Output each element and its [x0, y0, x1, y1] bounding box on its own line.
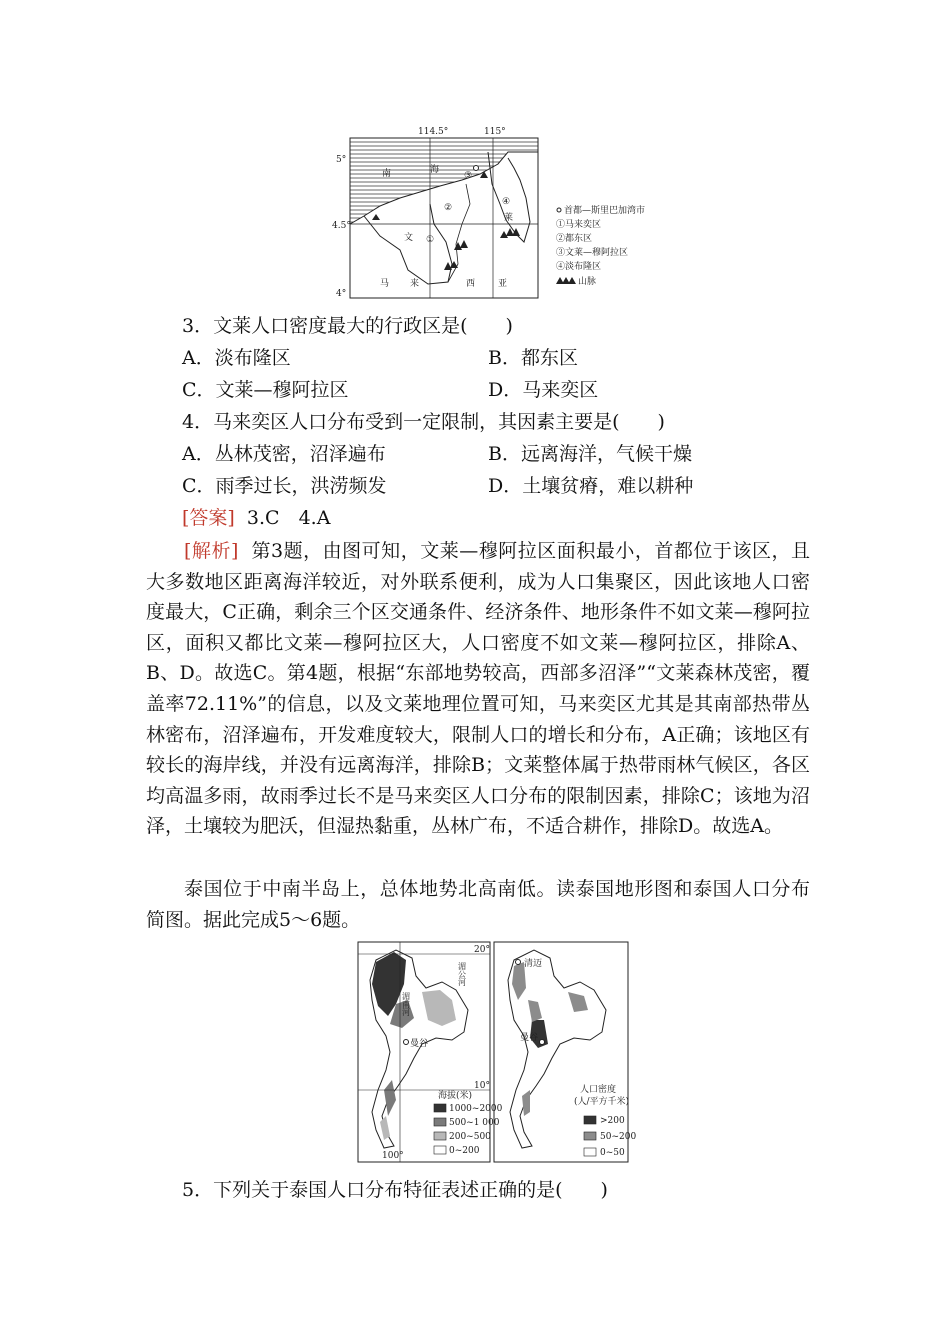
left-river-mekong: 湄公河 — [457, 962, 467, 986]
right-legend-swatch-2 — [584, 1132, 596, 1140]
analysis-paragraph — [146, 536, 810, 842]
left-legend-item-3: 200~500 — [449, 1132, 491, 1142]
intro-text: 泰国位于中南半岛上，总体地势北高南低。读泰国地形图和泰国人口分布简图。据此完成5～6题。 — [146, 878, 810, 931]
brunei-map — [330, 124, 670, 304]
bangkok-icon-left — [404, 1040, 409, 1045]
region-mark-3: ③ — [464, 171, 473, 181]
land-label-wen: 文 — [404, 233, 414, 243]
analysis-tag: [解析] — [184, 540, 239, 562]
legend-capital: 首都—斯里巴加湾市 — [564, 206, 646, 216]
left-lat-10: 10° — [474, 1081, 490, 1091]
q3-stem: 3．文莱人口密度最大的行政区是( ) — [182, 315, 513, 337]
answer-text: 3.C 4.A — [246, 507, 331, 529]
sea-label-sea: 海 — [430, 165, 440, 175]
analysis-text: 第3题，由图可知，文莱—穆阿拉区面积最小，首都位于该区，且大多数地区距离海洋较近，对外联系便利，成为人口集聚区，因此该地人口密度最大，C正确，剩余三个区交通条件、经济条件、地形条件不如文莱—穆阿拉区，面积又都比文莱—穆阿拉区大，人口密度不如文莱—穆阿拉区，排除A、B、D。故选C。第4题，根据“东部地势较高，西部多沼泽”“文莱森林茂密，覆盖率72.11%”的信息，以及文莱地理位置可知，马来奕区尤其是其南部热带丛林密布，沼泽遍布，开发难度较大，限制人口的增长和分布，A正确；该地区有较长的海岸线，并没有远离海洋，排除B；文莱整体属于热带雨林气候区，各区均高温多雨，故雨季过长不是马来奕区人口分布的限制因素，排除C；该地为沼泽，土壤较为肥沃，但湿热黏重，丛林广布，不适合耕作，排除D。故选A。 — [146, 540, 810, 838]
capital-icon — [474, 166, 479, 171]
q4-option-c: C．雨季过长，洪涝频发 — [182, 475, 387, 497]
lat-label-1: 5° — [336, 155, 347, 165]
left-lon-100: 100° — [382, 1151, 404, 1161]
legend-region-4: ④淡布隆区 — [556, 262, 602, 272]
region-mark-4: ④ — [502, 197, 511, 207]
q4-option-b: B．远离海洋，气候干燥 — [488, 443, 692, 465]
q5-stem: 5．下列关于泰国人口分布特征表述正确的是( ) — [182, 1179, 608, 1201]
left-city-bangkok: 曼谷 — [410, 1039, 429, 1049]
region-mark-1: ① — [426, 235, 435, 245]
left-lat-20: 20° — [474, 945, 490, 955]
right-legend-swatch-3 — [584, 1148, 596, 1156]
right-legend-item-1: >200 — [600, 1116, 625, 1126]
right-city-chiangmai: 清迈 — [524, 959, 543, 969]
sea-label-south: 南 — [382, 169, 392, 179]
legend-region-3: ③文莱—穆阿拉区 — [556, 248, 629, 258]
left-legend-item-2: 500~1 000 — [449, 1118, 500, 1128]
bangkok-icon-right — [540, 1040, 545, 1045]
right-legend-swatch-1 — [584, 1116, 596, 1124]
right-legend-item-3: 0~50 — [600, 1148, 625, 1158]
left-legend-title: 海拔(米) — [438, 1091, 473, 1101]
q3-option-a: A．淡布隆区 — [182, 347, 291, 369]
q4-stem: 4．马来奕区人口分布受到一定限制，其因素主要是( ) — [182, 411, 665, 433]
lat-label-2: 4.5° — [332, 221, 351, 231]
q4-option-d: D．土壤贫瘠，难以耕种 — [488, 475, 694, 497]
region-mark-2: ② — [444, 203, 453, 213]
left-legend-swatch-1 — [434, 1104, 446, 1112]
answer-line — [182, 506, 330, 530]
q3-option-c: C．文莱—穆阿拉区 — [182, 379, 349, 401]
right-legend-title: 人口密度 — [580, 1085, 617, 1095]
answer-tag: [答案] — [182, 507, 235, 529]
left-legend-swatch-2 — [434, 1118, 446, 1126]
right-city-bangkok: 曼谷 — [520, 1033, 539, 1043]
left-legend-swatch-4 — [434, 1146, 446, 1154]
land-label-lai: 莱 — [504, 213, 514, 223]
land-label-lai2: 来 — [410, 279, 420, 289]
land-label-xi: 西 — [466, 279, 476, 289]
legend-capital-icon — [557, 208, 561, 212]
land-label-ma: 马 — [380, 279, 390, 289]
left-legend-swatch-3 — [434, 1132, 446, 1140]
lat-label-3: 4° — [336, 289, 347, 299]
left-legend-item-4: 0~200 — [449, 1146, 480, 1156]
legend-region-1: ①马来奕区 — [556, 220, 602, 230]
legend-mountain: 山脉 — [578, 277, 597, 287]
lon-label-2: 115° — [484, 127, 506, 137]
q3-option-b: B．都东区 — [488, 347, 578, 369]
thailand-maps — [356, 940, 637, 1166]
legend-region-2: ②都东区 — [556, 234, 593, 244]
lon-label-1: 114.5° — [418, 127, 449, 137]
right-legend-unit: (人/平方千米) — [574, 1097, 630, 1107]
legend-mountain-icon — [556, 277, 576, 284]
land-label-ya: 亚 — [498, 279, 508, 289]
q3-option-d: D．马来奕区 — [488, 379, 599, 401]
right-legend-item-2: 50~200 — [600, 1132, 637, 1142]
chiangmai-icon — [516, 960, 521, 965]
intro-paragraph — [146, 874, 810, 935]
left-legend-item-1: 1000~2000 — [449, 1104, 503, 1114]
q4-option-a: A．丛林茂密，沼泽遍布 — [182, 443, 386, 465]
left-river-menam: 湄南河 — [401, 992, 411, 1016]
